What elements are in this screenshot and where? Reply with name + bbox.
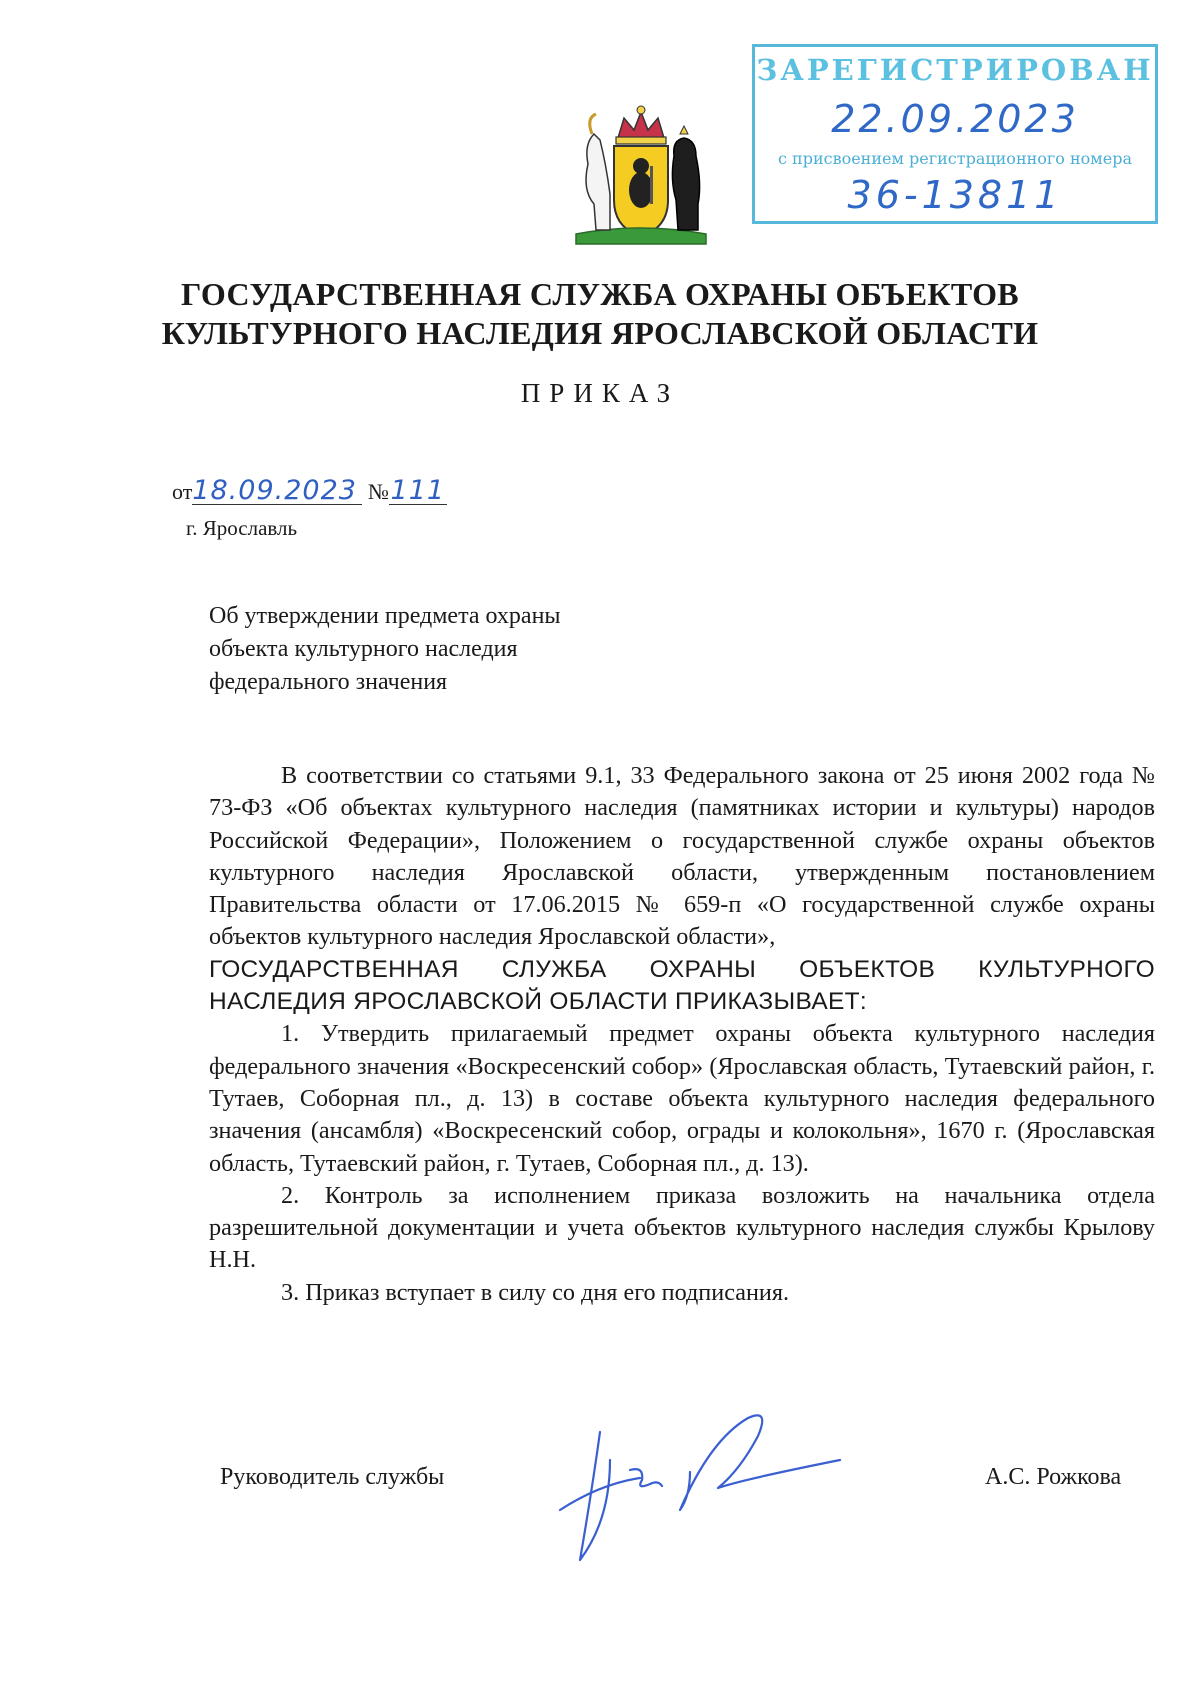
order-item-3: 3. Приказ вступает в силу со дня его подписания. bbox=[281, 1278, 790, 1306]
stamp-registration-number: 36-13811 bbox=[847, 173, 1063, 217]
preamble-paragraph: В соответствии со статьями 9.1, 33 Федерального закона от 25 июня 2002 года № 73-ФЗ «Об объектах культурного наследия (памятниках истории и культуры) народов Российской Федерации», Положением о государственной службе охраны объектов культурного наследия Ярославской области, утвержденным постановлением Правительства области от 17.06.2015 № 659-п «О государственной службе охраны объектов культурного наследия Ярославской области», bbox=[209, 762, 1155, 951]
stamp-date: 22.09.2023 bbox=[831, 97, 1079, 141]
order-date-number-line bbox=[172, 475, 447, 506]
order-item-2: 2. Контроль за исполнением приказа возложить на начальника отдела разрешительной документации и учета объектов культурного наследия службы Крылову Н.Н. bbox=[209, 1181, 1155, 1274]
stamp-subtitle: с присвоением регистрационного номера bbox=[777, 149, 1132, 168]
registration-stamp bbox=[752, 44, 1158, 224]
order-city: г. Ярославль bbox=[186, 516, 298, 540]
subject-line: Об утверждении предмета охраны bbox=[209, 603, 561, 629]
order-body bbox=[209, 760, 1155, 1309]
handwritten-signature bbox=[540, 1400, 880, 1600]
order-item-1: 1. Утвердить прилагаемый предмет охраны объекта культурного наследия федерального значения «Воскресенский собор» (Ярославская область, Тутаевский район, г. Тутаев, Соборная пл., д. 13) в составе объекта культурного наследия федерального значения (ансамбля) «Воскресенский собор, ограды и колокольня», 1670 г. (Ярославская область, Тутаевский район, г. Тутаев, Соборная пл., д. 13). bbox=[209, 1020, 1155, 1177]
order-date: 18.09.2023 bbox=[192, 478, 362, 505]
stamp-title: ЗАРЕГИСТРИРОВАН bbox=[756, 53, 1154, 87]
coat-of-arms-icon bbox=[566, 104, 716, 248]
directive-paragraph: ГОСУДАРСТВЕННАЯ СЛУЖБА ОХРАНЫ ОБЪЕКТОВ КУЛЬТУРНОГО НАСЛЕДИЯ ЯРОСЛАВСКОЙ ОБЛАСТИ ПРИКАЗЫВАЕТ: bbox=[209, 955, 1155, 1016]
organization-name bbox=[0, 275, 1200, 353]
order-number: 111 bbox=[390, 475, 446, 506]
signatory-role: Руководитель службы bbox=[220, 1464, 445, 1490]
organization-name-line1: ГОСУДАРСТВЕННАЯ СЛУЖБА ОХРАНЫ ОБЪЕКТОВ bbox=[181, 276, 1019, 312]
signatory-name: А.С. Рожкова bbox=[985, 1464, 1122, 1490]
order-from-label: от bbox=[172, 479, 193, 504]
organization-name-line2: КУЛЬТУРНОГО НАСЛЕДИЯ ЯРОСЛАВСКОЙ ОБЛАСТИ bbox=[161, 315, 1039, 351]
subject-line: объекта культурного наследия bbox=[209, 636, 518, 662]
document-type-title: ПРИКАЗ bbox=[520, 378, 680, 408]
order-number-sign: № bbox=[367, 479, 389, 504]
subject-line: федерального значения bbox=[209, 669, 448, 695]
order-subject bbox=[209, 600, 709, 699]
